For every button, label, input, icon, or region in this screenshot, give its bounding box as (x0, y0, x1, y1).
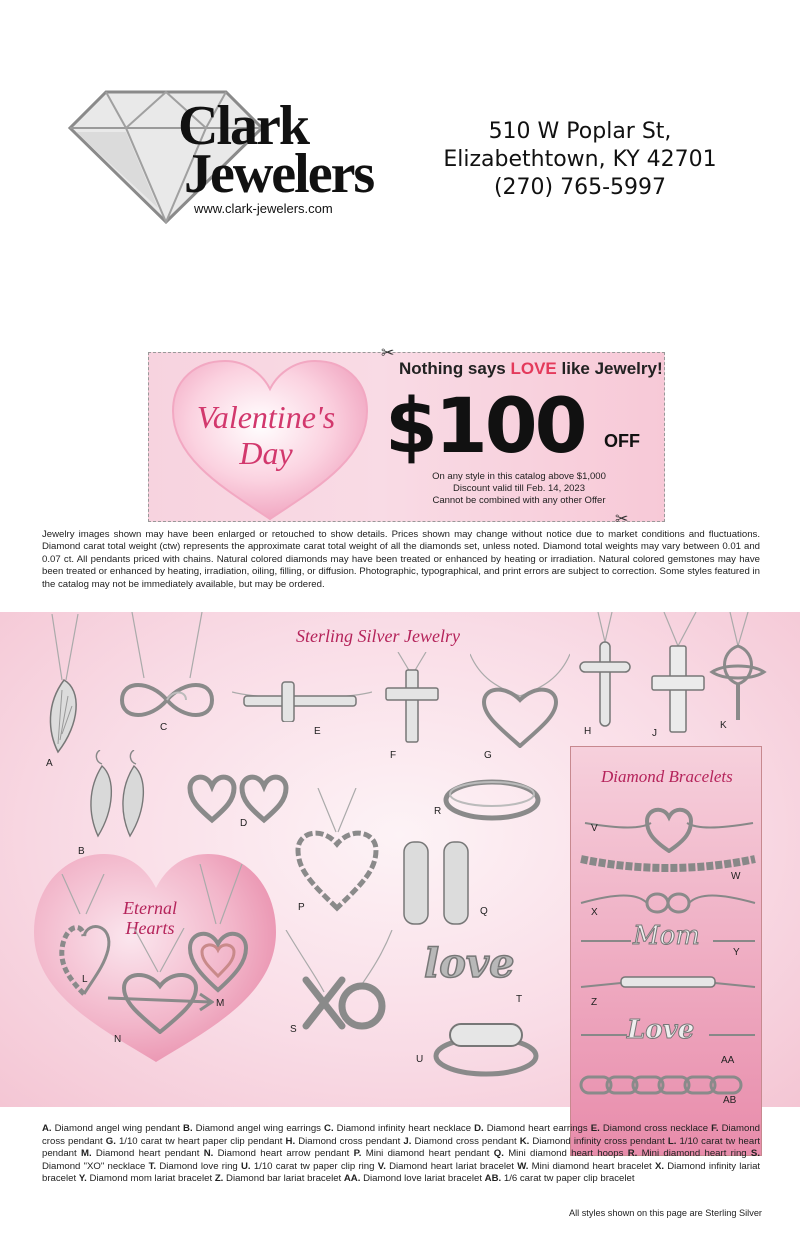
discount-off: OFF (604, 431, 640, 451)
legend-text: Diamond bar lariat bracelet (226, 1173, 342, 1184)
label-p: P (298, 902, 305, 913)
legend-code: W. (517, 1160, 529, 1172)
label-e: E (314, 726, 321, 737)
legend-code: Y. (78, 1173, 87, 1184)
tagline-post: like Jewelry! (561, 359, 663, 378)
legend-code: L. (667, 1135, 677, 1147)
legend-item (324, 1123, 471, 1134)
legend-code: Q. (493, 1148, 504, 1159)
label-z: Z (591, 997, 598, 1008)
label-n: N (114, 1034, 122, 1045)
bracelet-chain (577, 933, 759, 949)
legend-item (628, 1148, 747, 1159)
legend-code: J. (403, 1135, 412, 1147)
label-aa: AA (721, 1055, 735, 1066)
legend-item (517, 1161, 652, 1172)
legend-item (344, 1173, 482, 1184)
coupon-term: On any style in this catalog above $1,000 (432, 471, 606, 482)
legend-code: N. (203, 1148, 214, 1159)
discount-amount: $100 (385, 381, 585, 470)
label-x: X (591, 907, 598, 918)
legend-code: B. (183, 1123, 193, 1134)
jewel-k-infinity-cross-pendant (708, 612, 768, 724)
vday-line2: Day (239, 435, 293, 471)
label-g: G (484, 750, 492, 761)
label-r: R (434, 806, 442, 817)
jewel-c-infinity-heart-necklace (112, 612, 222, 724)
label-j: J (652, 728, 657, 739)
vday-line1: Valentine's (196, 399, 336, 435)
label-m: M (216, 998, 225, 1009)
legend-code: Z. (214, 1173, 224, 1184)
sterling-silver-title: Sterling Silver Jewelry (296, 626, 460, 646)
legend-code: D. (474, 1123, 484, 1134)
website-url[interactable]: www.clark-jewelers.com (194, 201, 333, 216)
legend-text: Mini diamond heart bracelet (531, 1160, 652, 1172)
legend-code: X. (654, 1160, 665, 1172)
legend-text: Diamond heart earrings (486, 1123, 588, 1134)
address-city: Elizabethtown, KY 42701 (443, 147, 717, 172)
label-y: Y (733, 947, 740, 958)
address-street: 510 W Poplar St, (488, 119, 672, 144)
label-q: Q (480, 906, 488, 917)
legend-text: Diamond heart lariat bracelet (389, 1160, 514, 1172)
scissors-icon: ✂ (615, 511, 629, 528)
legend-text: Diamond mom lariat bracelet (89, 1173, 213, 1184)
jewel-d-heart-earrings (186, 764, 290, 824)
legend-item (520, 1136, 665, 1147)
legend-item (79, 1173, 212, 1184)
valentines-day-title (171, 399, 361, 471)
label-d: D (240, 818, 248, 829)
legend-text: 1/6 carat tw paper clip bracelet (503, 1173, 635, 1184)
legend-text: Diamond love lariat bracelet (363, 1173, 482, 1184)
tagline-pre: Nothing says (399, 359, 506, 378)
label-u: U (416, 1054, 424, 1065)
legend-code: M. (80, 1148, 92, 1159)
store-address (405, 118, 755, 202)
label-f: F (390, 750, 397, 761)
label-w: W (731, 871, 741, 882)
legend-code: G. (105, 1135, 116, 1147)
footnote: All styles shown on this page are Sterling Silver (568, 1208, 762, 1218)
eternal-hearts-line2: Hearts (125, 918, 175, 938)
jewel-z-bar-lariat-bracelet (577, 969, 759, 999)
disclaimer-text: Jewelry images shown may have been enlarged or retouched to show details. Prices shown may change without notice due to market conditions and fluctuations. Diamond carat total weight (ctw) represents the approximate carat total weight of all the diamonds set, unless noted. Diamond total weights may vary between 0.01 and 0.07 ct. All pendants priced with chains. Natural colored diamonds may have been treated or enhanced by heating or irradiation. Natural colored gemstones may have been treated or enhanced by heating, irradiation, oiling, filling, or diffusion. Photographic, typographical, and print errors are subject to correction. Some styles featured in the catalog may not be immediately available, but may be ordered. (42, 529, 760, 590)
store-logo (66, 88, 376, 224)
legend-text: 1/10 carat tw paper clip ring (253, 1160, 375, 1172)
legend-text: Diamond cross necklace (602, 1123, 709, 1134)
legend-item (106, 1136, 283, 1147)
jewel-e-cross-necklace (232, 652, 372, 722)
legend-text: Diamond angel wing pendant (54, 1123, 180, 1134)
legend-text: Diamond angel wing earrings (195, 1123, 321, 1134)
coupon-tagline (399, 359, 663, 379)
legend-item (591, 1123, 708, 1134)
legend-item (183, 1123, 321, 1134)
diamond-bracelets-title: Diamond Bracelets (601, 767, 733, 786)
legend-item (485, 1173, 635, 1184)
legend-text: Diamond infinity heart necklace (336, 1123, 472, 1134)
phone-number[interactable]: (270) 765-5997 (493, 175, 667, 200)
legend-text: 1/10 carat tw heart pendant (42, 1135, 761, 1159)
coupon-terms (407, 471, 631, 507)
diamond-bracelets-panel (570, 746, 762, 1156)
legend-text: Mini diamond heart ring (641, 1148, 747, 1159)
legend-item (204, 1148, 350, 1159)
legend-code: AB. (484, 1173, 502, 1184)
label-k: K (720, 720, 727, 731)
coupon-term: Cannot be combined with any other Offer (432, 495, 606, 506)
legend-text: Mini diamond heart pendant (365, 1148, 490, 1159)
jewel-j-cross-pendant (648, 612, 708, 734)
label-t: T (516, 994, 523, 1005)
coupon-term: Discount valid till Feb. 14, 2023 (452, 483, 586, 494)
legend-code: H. (285, 1135, 296, 1147)
legend-text: Diamond cross pendant (414, 1135, 517, 1147)
legend-item (42, 1123, 180, 1134)
jewel-x-infinity-lariat-bracelet (577, 883, 759, 923)
legend-text: Diamond infinity cross pendant (532, 1135, 665, 1147)
legend-code: C. (324, 1123, 334, 1134)
label-h: H (584, 726, 592, 737)
jewel-f-cross-pendant (384, 652, 440, 744)
legend-item (241, 1161, 374, 1172)
legend-text: Diamond cross pendant (42, 1123, 760, 1147)
jewel-aa-love-lariat-bracelet: Love (627, 1015, 695, 1045)
legend-code: V. (377, 1160, 386, 1172)
jewel-s-xo-necklace (284, 930, 394, 1038)
legend-code: A. (42, 1123, 52, 1134)
legend-code: E. (590, 1123, 600, 1134)
logo-wordmark (178, 95, 374, 205)
legend-text: Mini diamond heart hoops (508, 1148, 624, 1159)
label-c: C (160, 722, 168, 733)
jewel-b-angel-wing-earrings (84, 750, 154, 840)
label-s: S (290, 1024, 297, 1035)
legend-text: Diamond "XO" necklace (42, 1160, 146, 1172)
legend-code: R. (627, 1148, 638, 1159)
logo-line1: Clark (178, 95, 308, 157)
jewel-u-paper-clip-ring (430, 1018, 542, 1078)
jewel-p-mini-heart-pendant (292, 788, 382, 914)
label-ab: AB (723, 1095, 737, 1106)
legend-text: Diamond infinity lariat bracelet (42, 1160, 761, 1184)
legend-code: U. (240, 1160, 251, 1172)
legend-code: K. (519, 1135, 530, 1147)
label-a: A (46, 758, 53, 769)
jewel-v-heart-lariat-bracelet (581, 793, 757, 853)
jewel-m-heart-pendant (186, 864, 250, 994)
jewel-a-angel-wing-pendant (38, 614, 90, 764)
label-b: B (78, 846, 85, 857)
jewel-q-mini-heart-hoops (400, 840, 476, 926)
legend-code: AA. (343, 1173, 361, 1184)
catalog-section (0, 612, 800, 1107)
eternal-hearts-line1: Eternal (123, 898, 177, 918)
legend-item (215, 1173, 341, 1184)
label-l: L (82, 974, 88, 985)
jewel-h-cross-pendant (578, 612, 632, 728)
legend-text: 1/10 carat tw heart paper clip pendant (118, 1135, 283, 1147)
legend-code: T. (148, 1160, 157, 1172)
legend-item (81, 1148, 199, 1159)
product-legend (42, 1123, 760, 1186)
scissors-icon: ✂ (381, 345, 395, 362)
legend-item (354, 1148, 490, 1159)
legend-text: Diamond heart pendant (95, 1148, 200, 1159)
legend-text: Diamond heart arrow pendant (217, 1148, 350, 1159)
legend-item (474, 1123, 588, 1134)
logo-line2: Jewelers (184, 143, 374, 205)
legend-item (286, 1136, 401, 1147)
legend-item (403, 1136, 516, 1147)
valentines-coupon (148, 345, 665, 528)
legend-item (378, 1161, 514, 1172)
jewel-y-mom-lariat-bracelet: Mom (633, 921, 700, 951)
tagline-love: LOVE (510, 359, 557, 378)
bracelet-chain (577, 1027, 759, 1043)
legend-item (149, 1161, 238, 1172)
jewel-t-love-ring: love (424, 940, 515, 987)
legend-code: F. (711, 1123, 719, 1134)
legend-item (494, 1148, 624, 1159)
legend-code: S. (750, 1148, 760, 1159)
legend-code: P. (353, 1148, 362, 1159)
legend-text: Diamond love ring (159, 1160, 238, 1172)
jewel-g-heart-paper-clip-pendant (470, 648, 570, 748)
legend-text: Diamond cross pendant (298, 1135, 401, 1147)
jewel-r-mini-heart-ring (442, 774, 542, 822)
label-v: V (591, 823, 598, 834)
